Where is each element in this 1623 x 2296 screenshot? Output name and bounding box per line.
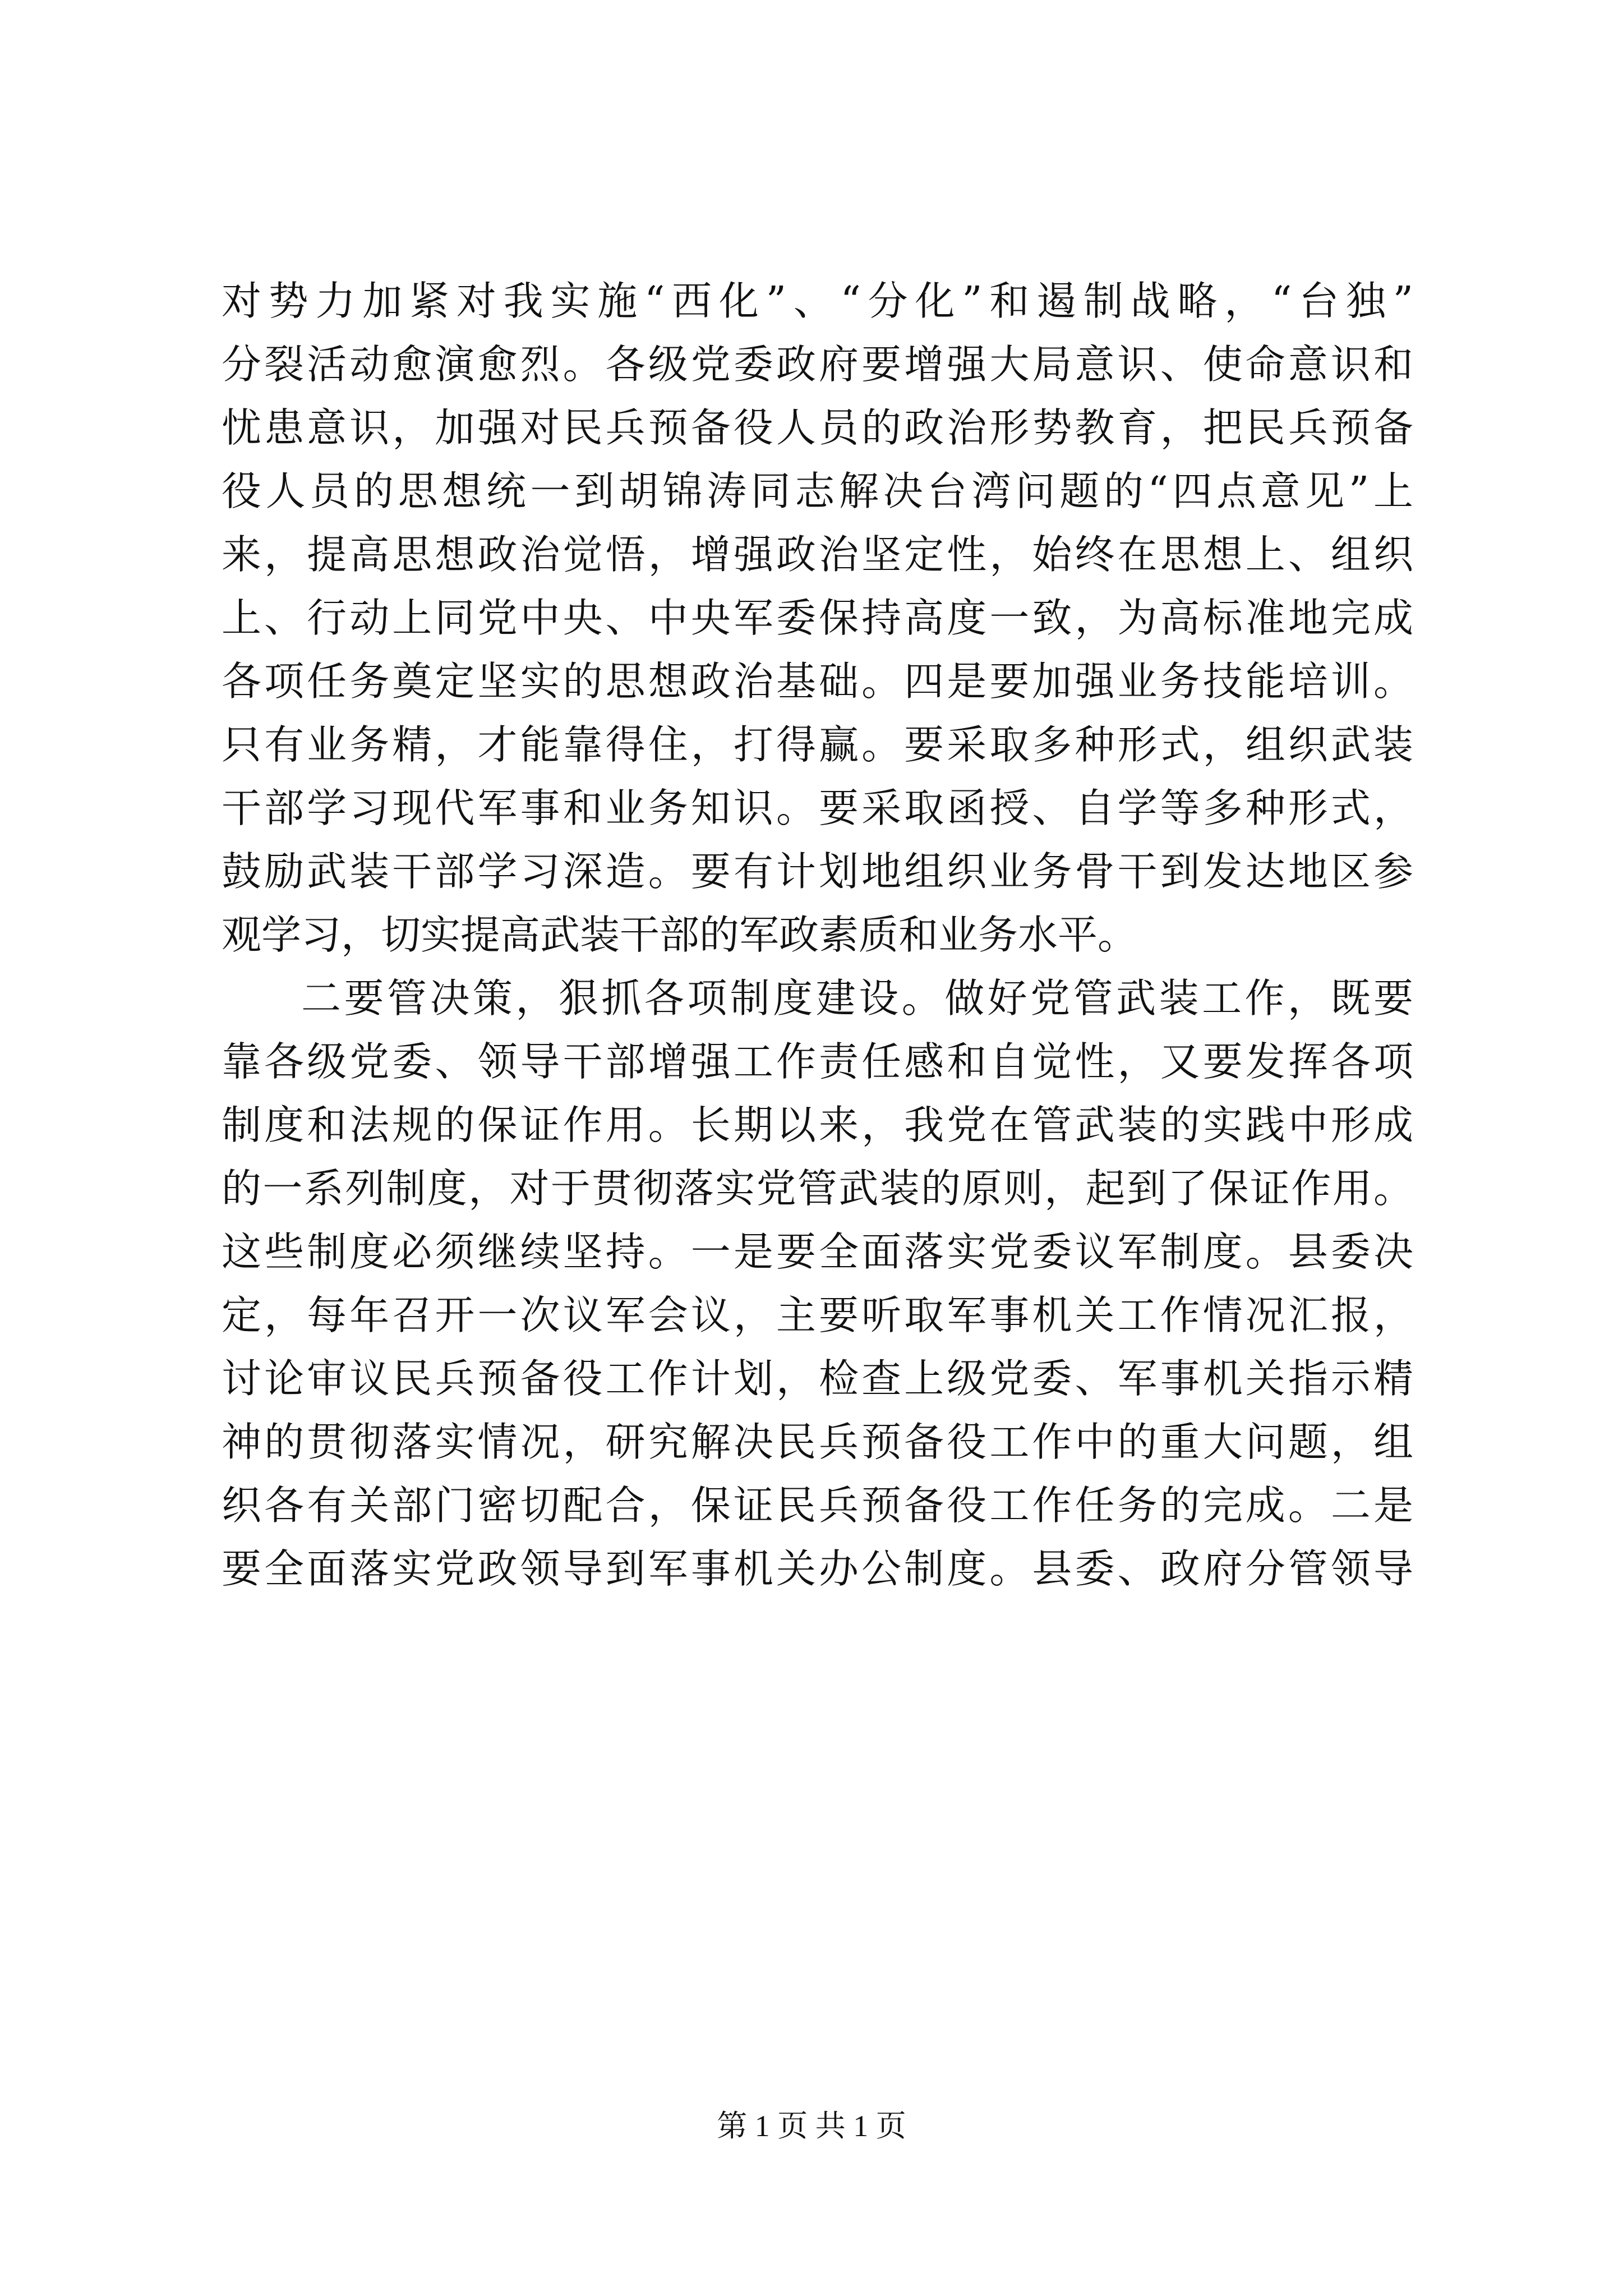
text-line: 讨论审议民兵预备役工作计划，检查上级党委、军事机关指示精 <box>222 1355 1413 1402</box>
text-line: 分裂活动愈演愈烈。各级党委政府要增强大局意识、使命意识和 <box>222 341 1413 388</box>
text-line: 要全面落实党政领导到军事机关办公制度。县委、政府分管领导 <box>222 1545 1413 1592</box>
page-number-footer: 第 1 页 共 1 页 <box>717 2109 906 2143</box>
text-line: 制度和法规的保证作用。长期以来，我党在管武装的实践中形成 <box>222 1102 1413 1148</box>
paragraph-start-line: 二要管决策，狠抓各项制度建设。做好党管武装工作，既要 <box>301 975 1413 1022</box>
text-line: 鼓励武装干部学习深造。要有计划地组织业务骨干到发达地区参 <box>222 848 1413 895</box>
text-line: 干部学习现代军事和业务知识。要采取函授、自学等多种形式， <box>222 785 1413 831</box>
text-line: 观学习，切实提高武装干部的军政素质和业务水平。 <box>222 912 1138 958</box>
text-line: 对势力加紧对我实施“西化”、“分化”和遏制战略，“台独” <box>222 278 1413 324</box>
text-line: 各项任务奠定坚实的思想政治基础。四是要加强业务技能培训。 <box>222 658 1413 705</box>
text-line: 役人员的思想统一到胡锦涛同志解决台湾问题的“四点意见”上 <box>222 468 1413 514</box>
text-line: 只有业务精，才能靠得住，打得赢。要采取多种形式，组织武装 <box>222 721 1413 768</box>
text-line: 忧患意识，加强对民兵预备役人员的政治形势教育，把民兵预备 <box>222 404 1413 451</box>
text-line: 来，提高思想政治觉悟，增强政治坚定性，始终在思想上、组织 <box>222 531 1413 578</box>
body-text <box>222 269 1413 1600</box>
text-line: 靠各级党委、领导干部增强工作责任感和自觉性，又要发挥各项 <box>222 1038 1413 1085</box>
text-line: 上、行动上同党中央、中央军委保持高度一致，为高标准地完成 <box>222 595 1413 641</box>
text-line: 这些制度必须继续坚持。一是要全面落实党委议军制度。县委决 <box>222 1228 1413 1275</box>
text-line: 定，每年召开一次议军会议，主要听取军事机关工作情况汇报， <box>222 1292 1413 1338</box>
text-line: 神的贯彻落实情况，研究解决民兵预备役工作中的重大问题，组 <box>222 1419 1413 1465</box>
text-line: 的一系列制度，对于贯彻落实党管武装的原则，起到了保证作用。 <box>222 1165 1413 1212</box>
text-line: 织各有关部门密切配合，保证民兵预备役工作任务的完成。二是 <box>222 1482 1413 1529</box>
